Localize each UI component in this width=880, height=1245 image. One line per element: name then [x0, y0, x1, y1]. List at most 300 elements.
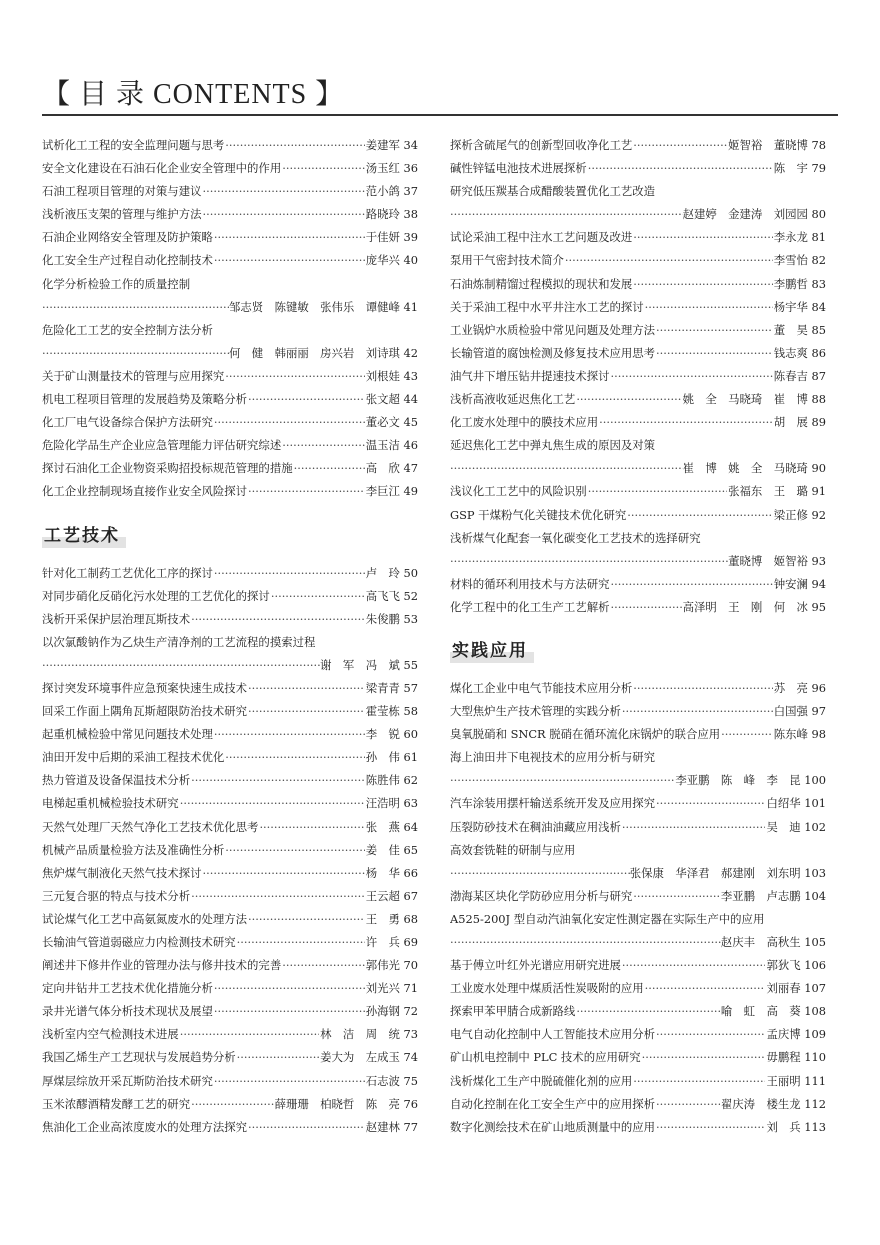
- dot-leader: [248, 480, 365, 503]
- entry-author-page: 路晓玲 38: [365, 207, 418, 222]
- dot-leader: [42, 296, 229, 319]
- entry-leader-line: [450, 457, 826, 480]
- toc-entry[interactable]: [450, 527, 826, 573]
- entry-author-page: 孙 伟 61: [365, 750, 418, 765]
- toc-entry[interactable]: [42, 631, 418, 677]
- entry-author-page: 白国强 97: [773, 704, 826, 719]
- entry-author-page: 石志波 75: [365, 1073, 418, 1088]
- toc-entry[interactable]: [450, 134, 826, 157]
- entry-title: 渤海某区块化学防砂应用分析与研究: [450, 888, 633, 903]
- dot-leader: [633, 273, 772, 296]
- entry-author-page: 霍莹栋 58: [365, 704, 418, 719]
- entry-title: 海上油田井下电视技术的应用分析与研究: [450, 750, 656, 765]
- entry-title: 关于矿山测量技术的管理与应用探究: [42, 368, 225, 383]
- entry-author-page: 林 洁 周 统 73: [320, 1027, 418, 1042]
- dot-leader: [656, 1093, 720, 1116]
- entry-title: 延迟焦化工艺中弹丸焦生成的原因及对策: [450, 438, 656, 453]
- dot-leader: [645, 977, 766, 1000]
- section-title: 实践应用: [450, 635, 534, 663]
- entry-author-page: 姜建军 34: [365, 138, 418, 152]
- toc-entry[interactable]: [450, 1046, 826, 1069]
- contents-title: 【 目 录 CONTENTS 】: [42, 79, 345, 110]
- dot-leader: [645, 296, 773, 319]
- dot-leader: [450, 769, 675, 792]
- entry-author-page: 刘 兵 113: [766, 1119, 826, 1134]
- entry-author-page: 陈 宇 79: [773, 161, 826, 176]
- dot-leader: [721, 723, 773, 746]
- entry-title: 试论煤气化工艺中高氨氮废水的处理方法: [42, 911, 248, 926]
- toc-entry[interactable]: [42, 746, 418, 769]
- entry-author-page: 陈春吉 87: [773, 368, 826, 383]
- entry-title: 长输管道的腐蚀检测及修复技术应用思考: [450, 345, 656, 360]
- toc-entry[interactable]: [450, 1093, 826, 1116]
- toc-entry[interactable]: [450, 180, 826, 226]
- toc-entry[interactable]: [450, 723, 826, 746]
- entry-author-page: 孙海钢 72: [365, 1004, 418, 1019]
- entry-author-page: 杨 华 66: [365, 865, 418, 880]
- entry-title: 材料的循环利用技术与方法研究: [450, 576, 610, 591]
- entry-author-page: 赵建林 77: [365, 1119, 418, 1134]
- dot-leader: [294, 457, 365, 480]
- toc-entry[interactable]: [42, 1023, 418, 1046]
- entry-title: 机电工程项目管理的发展趋势及策略分析: [42, 392, 248, 407]
- toc-entry[interactable]: [450, 1000, 826, 1023]
- entry-author-page: 赵建婷 金建涛 刘园园 80: [682, 207, 826, 222]
- toc-entry[interactable]: [42, 862, 418, 885]
- toc-list-top-left: [42, 134, 418, 504]
- toc-entry[interactable]: [450, 411, 826, 434]
- entry-title: 探讨突发环境事件应急预案快速生成技术: [42, 680, 248, 695]
- entry-title: 探索甲苯甲腈合成新路线: [450, 1004, 576, 1019]
- entry-author-page: 温玉洁 46: [365, 438, 418, 453]
- entry-title: 浅析室内空气检测技术进展: [42, 1027, 179, 1042]
- toc-entry[interactable]: [450, 677, 826, 700]
- entry-author-page: 翟庆涛 楼生龙 112: [720, 1096, 826, 1111]
- dot-leader: [271, 585, 365, 608]
- entry-title: 化工企业控制现场直接作业安全风险探讨: [42, 484, 248, 499]
- dot-leader: [42, 342, 229, 365]
- dot-leader: [248, 1116, 365, 1139]
- entry-title: 探析含硫尾气的创新型回收净化工艺: [450, 138, 633, 152]
- entry-title: 石油企业网络安全管理及防护策略: [42, 230, 213, 245]
- toc-entry[interactable]: [42, 411, 418, 434]
- toc-entry[interactable]: [450, 746, 826, 792]
- dot-leader: [191, 1093, 273, 1116]
- toc-list-process: [42, 562, 418, 1139]
- header-rule: [42, 114, 838, 116]
- entry-title: 石油炼制精馏过程模拟的现状和发展: [450, 276, 633, 291]
- entry-author-page: 薛珊珊 柏晓哲 陈 亮 76: [274, 1096, 418, 1111]
- entry-title: 浅议化工工艺中的风险识别: [450, 484, 587, 499]
- entry-author-page: 李亚鹏 卢志鹏 104: [720, 888, 826, 903]
- toc-entry[interactable]: [42, 562, 418, 585]
- entry-author-page: 白绍华 101: [766, 796, 826, 811]
- entry-title: 油田开发中后期的采油工程技术优化: [42, 750, 225, 765]
- entry-title: 压裂防砂技术在稠油油藏应用浅析: [450, 819, 621, 834]
- entry-leader-line: [42, 654, 418, 677]
- entry-author-page: 吴 迪 102: [766, 819, 826, 834]
- section-practice-application: [450, 619, 826, 677]
- entry-author-page: 姜大为 左成玉 74: [320, 1050, 418, 1065]
- toc-entry[interactable]: [450, 504, 826, 527]
- toc-entry[interactable]: [450, 1023, 826, 1046]
- entry-author-page: 喻 虹 高 葵 108: [720, 1004, 826, 1019]
- entry-title: 长输油气管道弱磁应力内检测技术研究: [42, 935, 236, 949]
- dot-leader: [656, 342, 773, 365]
- toc-entry[interactable]: [450, 249, 826, 272]
- toc-entry[interactable]: [42, 226, 418, 249]
- dot-leader: [588, 480, 727, 503]
- dot-leader: [622, 816, 766, 839]
- entry-author-page: 姜 佳 65: [365, 842, 418, 857]
- toc-entry[interactable]: [450, 839, 826, 885]
- entry-title: 探讨石油化工企业物资采购招投标规范管理的措施: [42, 461, 293, 476]
- entry-author-page: 杨宇华 84: [773, 299, 826, 314]
- entry-author-page: 王云超 67: [365, 888, 418, 903]
- section-title: 工艺技术: [42, 520, 126, 548]
- entry-title: 焦炉煤气制液化天然气技术探讨: [42, 865, 202, 880]
- dot-leader: [576, 388, 681, 411]
- dot-leader: [633, 885, 720, 908]
- entry-title: 石油工程项目管理的对策与建议: [42, 184, 202, 199]
- entry-title: 工业锅炉水质检验中常见问题及处理方法: [450, 322, 656, 337]
- dot-leader: [225, 839, 364, 862]
- dot-leader: [656, 792, 765, 815]
- dot-leader: [225, 746, 364, 769]
- dot-leader: [642, 1046, 766, 1069]
- dot-leader: [656, 1023, 765, 1046]
- entry-author-page: 卢 玲 50: [365, 565, 418, 580]
- dot-leader: [633, 134, 727, 157]
- toc-entry[interactable]: [42, 273, 418, 319]
- entry-author-page: 何 健 韩丽丽 房兴岩 刘诗琪 42: [229, 345, 418, 360]
- entry-author-page: 梁正修 92: [773, 507, 826, 522]
- toc-entry[interactable]: [42, 1116, 418, 1139]
- entry-title: 热力管道及设备保温技术分析: [42, 773, 191, 788]
- dot-leader: [610, 573, 772, 596]
- entry-author-page: 范小鸽 37: [365, 184, 418, 199]
- entry-author-page: 赵庆丰 高秋生 105: [720, 935, 826, 949]
- entry-title: 回采工作面上隅角瓦斯超限防治技术研究: [42, 704, 248, 719]
- entry-title: 危险化学品生产企业应急管理能力评估研究综述: [42, 438, 282, 453]
- entry-leader-line: [42, 296, 418, 319]
- dot-leader: [248, 388, 365, 411]
- dot-leader: [214, 226, 365, 249]
- entry-title: 浅析开采保护层治理瓦斯技术: [42, 611, 191, 626]
- dot-leader: [610, 365, 772, 388]
- entry-author-page: 高 欣 47: [365, 461, 418, 476]
- dot-leader: [214, 249, 365, 272]
- entry-author-page: 许 兵 69: [365, 935, 418, 949]
- toc-entry[interactable]: [42, 157, 418, 180]
- dot-leader: [282, 434, 364, 457]
- toc-entry[interactable]: [450, 342, 826, 365]
- dot-leader: [656, 1116, 765, 1139]
- entry-author-page: 刘丽春 107: [766, 981, 826, 996]
- toc-entry[interactable]: [42, 203, 418, 226]
- toc-entry[interactable]: [42, 365, 418, 388]
- toc-entry[interactable]: [42, 1093, 418, 1116]
- entry-title: 基于傅立叶红外光谱应用研究进展: [450, 958, 621, 973]
- dot-leader: [214, 411, 365, 434]
- toc-entry[interactable]: [42, 434, 418, 457]
- entry-leader-line: [450, 931, 826, 954]
- entry-author-page: 董 昊 85: [773, 322, 826, 337]
- entry-title: 汽车涂装用摆杆输送系统开发及应用探究: [450, 796, 656, 811]
- dot-leader: [450, 862, 630, 885]
- section-process-technology: [42, 504, 418, 562]
- toc-entry[interactable]: [450, 273, 826, 296]
- entry-title: 化工安全生产过程自动化控制技术: [42, 253, 213, 268]
- entry-title: 化学分析检验工作的质量控制: [42, 276, 191, 291]
- toc-list-practice: [450, 677, 826, 1139]
- entry-title: 浅析煤化工生产中脱硫催化剂的应用: [450, 1073, 633, 1088]
- toc-entry[interactable]: [42, 319, 418, 365]
- entry-author-page: 钟安澜 94: [773, 576, 826, 591]
- toc-entry[interactable]: [450, 157, 826, 180]
- dot-leader: [450, 203, 683, 226]
- entry-title: 化工厂电气设备综合保护方法研究: [42, 415, 213, 430]
- dot-leader: [214, 562, 365, 585]
- entry-title: 高效套铣鞋的研制与应用: [450, 842, 576, 857]
- entry-author-page: 刘根娃 43: [365, 368, 418, 383]
- dot-leader: [282, 157, 364, 180]
- toc-entry[interactable]: [450, 1070, 826, 1093]
- entry-author-page: 李永龙 81: [773, 230, 826, 245]
- entry-author-page: 汤玉红 36: [365, 161, 418, 176]
- entry-author-page: 崔 博 姚 全 马晓琦 90: [682, 461, 826, 476]
- toc-list-top-right: [450, 134, 826, 619]
- dot-leader: [180, 1023, 319, 1046]
- entry-title: 研究低压羰基合成醋酸装置优化工艺改造: [450, 184, 656, 199]
- entry-title: 煤化工企业中电气节能技术应用分析: [450, 680, 633, 695]
- toc-entry[interactable]: [450, 816, 826, 839]
- entry-title: 针对化工制药工艺优化工序的探讨: [42, 565, 213, 580]
- toc-entry[interactable]: [450, 700, 826, 723]
- entry-title: 玉米浓醪酒精发酵工艺的研究: [42, 1096, 191, 1111]
- toc-entry[interactable]: [42, 180, 418, 203]
- toc-entry[interactable]: [450, 1116, 826, 1139]
- toc-entry[interactable]: [42, 908, 418, 931]
- entry-author-page: 郭狄飞 106: [766, 958, 826, 973]
- toc-entry[interactable]: [450, 365, 826, 388]
- entry-title: GSP 干煤粉气化关键技术优化研究: [450, 507, 627, 522]
- entry-leader-line: [450, 203, 826, 226]
- entry-title: 录井光谱气体分析技术现状及展望: [42, 1004, 213, 1019]
- entry-title: 电气自动化控制中人工智能技术应用分析: [450, 1027, 656, 1042]
- entry-author-page: 李雪怡 82: [773, 253, 826, 268]
- toc-entry[interactable]: [42, 134, 418, 157]
- toc-entry[interactable]: [42, 700, 418, 723]
- entry-title: 焦油化工企业高浓度废水的处理方法探究: [42, 1119, 248, 1134]
- dot-leader: [633, 1070, 765, 1093]
- toc-entry[interactable]: [42, 1046, 418, 1069]
- toc-entry[interactable]: [42, 1000, 418, 1023]
- toc-entry[interactable]: [42, 608, 418, 631]
- entry-leader-line: [42, 342, 418, 365]
- entry-author-page: 汪浩明 63: [365, 796, 418, 811]
- entry-author-page: 胡 展 89: [773, 415, 826, 430]
- entry-title: 阐述井下修井作业的管理办法与修井技术的完善: [42, 958, 282, 973]
- entry-author-page: 钱志爽 86: [773, 345, 826, 360]
- toc-entry[interactable]: [42, 954, 418, 977]
- entry-author-page: 孟庆博 109: [766, 1027, 826, 1042]
- dot-leader: [622, 954, 766, 977]
- dot-leader: [588, 157, 773, 180]
- entry-title: 试论采油工程中注水工艺问题及改进: [450, 230, 633, 245]
- toc-entry[interactable]: [42, 816, 418, 839]
- toc-entry[interactable]: [450, 226, 826, 249]
- entry-author-page: 姬智裕 董晓博 78: [728, 138, 826, 152]
- entry-title: 臭氧脱硝和 SNCR 脱硝在循环流化床锅炉的联合应用: [450, 727, 721, 742]
- entry-leader-line: [450, 550, 826, 573]
- entry-author-page: 董必文 45: [365, 415, 418, 430]
- entry-author-page: 王 勇 68: [365, 911, 418, 926]
- dot-leader: [622, 700, 773, 723]
- dot-leader: [202, 862, 364, 885]
- entry-title: 大型焦炉生产技术管理的实践分析: [450, 704, 621, 719]
- dot-leader: [633, 226, 772, 249]
- toc-entry[interactable]: [42, 792, 418, 815]
- dot-leader: [191, 769, 365, 792]
- dot-leader: [214, 977, 365, 1000]
- dot-leader: [656, 319, 773, 342]
- dot-leader: [214, 1070, 365, 1093]
- toc-entry[interactable]: [450, 596, 826, 619]
- dot-leader: [450, 931, 721, 954]
- dot-leader: [180, 792, 365, 815]
- toc-entry[interactable]: [450, 885, 826, 908]
- entry-title: A525-200J 型自动汽油氧化安定性测定器在实际生产中的应用: [450, 911, 765, 926]
- dot-leader: [282, 954, 364, 977]
- entry-title: 化学工程中的化工生产工艺解析: [450, 599, 610, 614]
- dot-leader: [202, 180, 364, 203]
- toc-entry[interactable]: [42, 249, 418, 272]
- dot-leader: [225, 134, 364, 157]
- toc-entry[interactable]: [42, 677, 418, 700]
- left-column: [42, 134, 418, 1139]
- dot-leader: [248, 908, 365, 931]
- dot-leader: [237, 931, 365, 954]
- entry-author-page: 毋鹏程 110: [766, 1050, 826, 1065]
- toc-entry[interactable]: [450, 319, 826, 342]
- entry-title: 浅析高液收延迟焦化工艺: [450, 392, 576, 407]
- toc-entry[interactable]: [42, 480, 418, 503]
- entry-author-page: 张文超 44: [365, 392, 418, 407]
- toc-entry[interactable]: [42, 931, 418, 954]
- entry-title: 危险化工工艺的安全控制方法分析: [42, 322, 213, 337]
- entry-title: 厚煤层综放开采瓦斯防治技术研究: [42, 1073, 213, 1088]
- toc-entry[interactable]: [42, 1070, 418, 1093]
- entry-title: 工业废水处理中煤质活性炭吸附的应用: [450, 981, 644, 996]
- dot-leader: [599, 411, 773, 434]
- dot-leader: [214, 723, 365, 746]
- toc-entry[interactable]: [450, 908, 826, 954]
- entry-author-page: 高飞飞 52: [365, 588, 418, 603]
- entry-leader-line: [450, 862, 826, 885]
- toc-entry[interactable]: [450, 954, 826, 977]
- entry-title: 数字化测绘技术在矿山地质测量中的应用: [450, 1119, 656, 1134]
- entry-author-page: 刘光兴 71: [365, 981, 418, 996]
- entry-author-page: 张保康 华泽君 郝建刚 刘东明 103: [629, 865, 826, 880]
- toc-entry[interactable]: [42, 585, 418, 608]
- entry-title: 碱性锌锰电池技术进展探析: [450, 161, 587, 176]
- entry-author-page: 苏 亮 96: [773, 680, 826, 695]
- toc-entry[interactable]: [42, 388, 418, 411]
- entry-author-page: 邹志贤 陈键敏 张伟乐 谭健峰 41: [229, 299, 418, 314]
- dot-leader: [42, 654, 320, 677]
- toc-entry[interactable]: [42, 457, 418, 480]
- entry-author-page: 于佳妍 39: [365, 230, 418, 245]
- entry-title: 浅析液压支架的管理与维护方法: [42, 207, 202, 222]
- entry-author-page: 朱俊鹏 53: [365, 611, 418, 626]
- toc-entry[interactable]: [42, 769, 418, 792]
- entry-author-page: 高泽明 王 刚 何 冰 95: [682, 599, 826, 614]
- toc-entry[interactable]: [450, 573, 826, 596]
- entry-leader-line: [450, 769, 826, 792]
- dot-leader: [202, 203, 364, 226]
- entry-title: 对同步硝化反硝化污水处理的工艺优化的探讨: [42, 588, 270, 603]
- entry-author-page: 梁青青 57: [365, 680, 418, 695]
- entry-author-page: 李 锐 60: [365, 727, 418, 742]
- toc-entry[interactable]: [450, 296, 826, 319]
- entry-title: 我国乙烯生产工艺现状与发展趋势分析: [42, 1050, 236, 1065]
- entry-author-page: 庞华兴 40: [365, 253, 418, 268]
- entry-title: 机械产品质量检验方法及准确性分析: [42, 842, 225, 857]
- entry-title: 浅析煤气化配套一氧化碳变化工艺技术的选择研究: [450, 530, 701, 545]
- toc-entry[interactable]: [42, 977, 418, 1000]
- dot-leader: [248, 677, 365, 700]
- entry-author-page: 郭伟光 70: [365, 958, 418, 973]
- toc-entry[interactable]: [450, 977, 826, 1000]
- dot-leader: [248, 700, 365, 723]
- entry-title: 关于采油工程中水平井注水工艺的探讨: [450, 299, 644, 314]
- entry-title: 矿山机电控制中 PLC 技术的应用研究: [450, 1050, 641, 1065]
- contents-header: [42, 72, 838, 112]
- entry-title: 泵用干气密封技术简介: [450, 253, 564, 268]
- entry-title: 油气井下增压钻井提速技术探讨: [450, 368, 610, 383]
- entry-author-page: 王丽明 111: [766, 1073, 826, 1088]
- entry-author-page: 陈东峰 98: [773, 727, 826, 742]
- right-column: [450, 134, 826, 1139]
- toc-entry[interactable]: [42, 723, 418, 746]
- toc-entry[interactable]: [450, 480, 826, 503]
- entry-title: 三元复合驱的特点与技术分析: [42, 888, 191, 903]
- dot-leader: [576, 1000, 720, 1023]
- dot-leader: [259, 816, 364, 839]
- entry-author-page: 李鹏哲 83: [773, 276, 826, 291]
- entry-title: 安全文化建设在石油石化企业安全管理中的作用: [42, 161, 282, 176]
- toc-entry[interactable]: [42, 839, 418, 862]
- entry-author-page: 李亚鹏 陈 峰 李 昆 100: [675, 773, 826, 788]
- toc-entry[interactable]: [450, 388, 826, 411]
- dot-leader: [214, 1000, 365, 1023]
- dot-leader: [565, 249, 773, 272]
- dot-leader: [191, 885, 365, 908]
- entry-title: 起重机械检验中常见问题技术处理: [42, 727, 213, 742]
- entry-author-page: 李巨江 49: [365, 484, 418, 499]
- toc-entry[interactable]: [42, 885, 418, 908]
- toc-entry[interactable]: [450, 792, 826, 815]
- entry-author-page: 董晓博 姬智裕 93: [728, 553, 826, 568]
- entry-author-page: 张福东 王 璐 91: [728, 484, 826, 499]
- entry-author-page: 张 燕 64: [365, 819, 418, 834]
- dot-leader: [627, 504, 772, 527]
- entry-title: 自动化控制在化工安全生产中的应用探析: [450, 1096, 656, 1111]
- entry-author-page: 姚 全 马晓琦 崔 博 88: [682, 392, 826, 407]
- toc-entry[interactable]: [450, 434, 826, 480]
- dot-leader: [237, 1046, 319, 1069]
